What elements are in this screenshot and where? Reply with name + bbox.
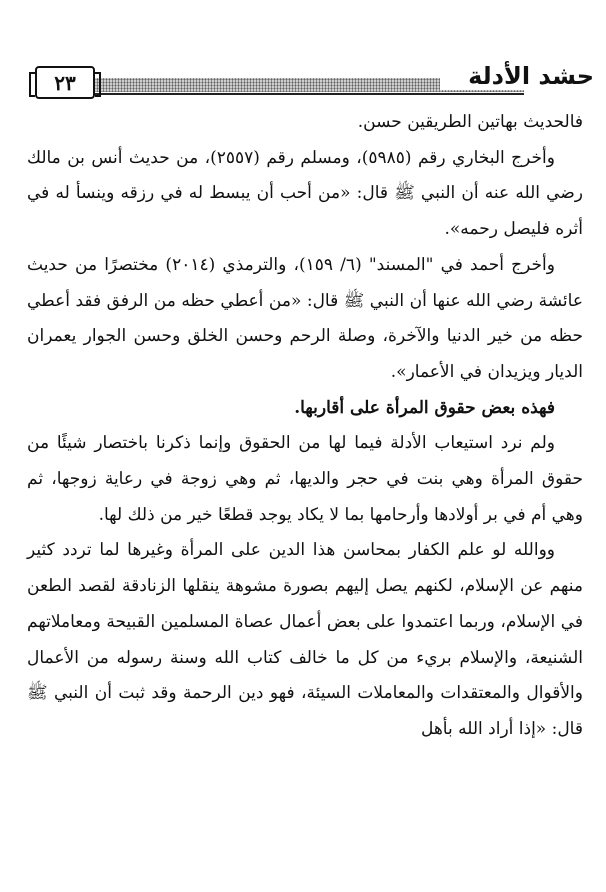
running-title: حشد الأدلة — [440, 62, 598, 90]
page-number: ٢٣ — [35, 66, 95, 99]
body-text — [27, 105, 583, 748]
header-rule — [94, 93, 524, 95]
section-summary-heading: فهذه بعض حقوق المرأة على أقاربها. — [294, 397, 555, 418]
page-header — [0, 0, 606, 105]
paragraph-islam-defense: ووالله لو علم الكفار بمحاسن هذا الدين على المرأة وغيرها لما تردد كثير منهم عن الإسلام، لكنهم يصل إليهم بصورة مشوهة ينقلها الزنادقة لقصد الطعن في الإسلام، وربما اعتمدوا على بعض أعمال عصاة المسلمين القبيحة ومعاملاتهم الشنيعة، والإسلام بريء من كل ما خالف كتاب الله وسنة رسوله من الأعمال والأقوال والمعتقدات والمعاملات السيئة، فهو دين الرحمة وقد ثبت أن النبي ﷺ قال: «إذا أراد الله بأهل — [27, 540, 583, 739]
paragraph-ahmad-hadith: وأخرج أحمد في "المسند" (٦/ ١٥٩)، والترمذي (٢٠١٤) مختصرًا من حديث عائشة رضي الله عنها أن النبي ﷺ قال: «من أعطي حظه من الرفق فقد أعطي حظه من خير الدنيا والآخرة، وصلة الرحم وحسن الخلق وحسن الجوار يعمران الديار ويزيدان في الأعمار». — [27, 254, 583, 382]
paragraph-rights-summary: ولم نرد استيعاب الأدلة فيما لها من الحقوق وإنما ذكرنا باختصار شيئًا من حقوق المرأة وهي بنت في حجر والديها، ثم وهي زوجة في رعاية زوجها، ثم وهي أم في بر أولادها وأرحامها بما لا يكاد يوجد قطعًا خير من ذلك لها. — [27, 433, 583, 525]
paragraph-bukhari-hadith: وأخرج البخاري رقم (٥٩٨٥)، ومسلم رقم (٢٥٥٧)، من حديث أنس بن مالك رضي الله عنه أن النبي ﷺ قال: «من أحب أن يبسط له في رزقه وينسأ له في أثره فليصل رحمه». — [27, 147, 583, 240]
paragraph-conclusion: فالحديث بهاتين الطريقين حسن. — [357, 112, 583, 132]
